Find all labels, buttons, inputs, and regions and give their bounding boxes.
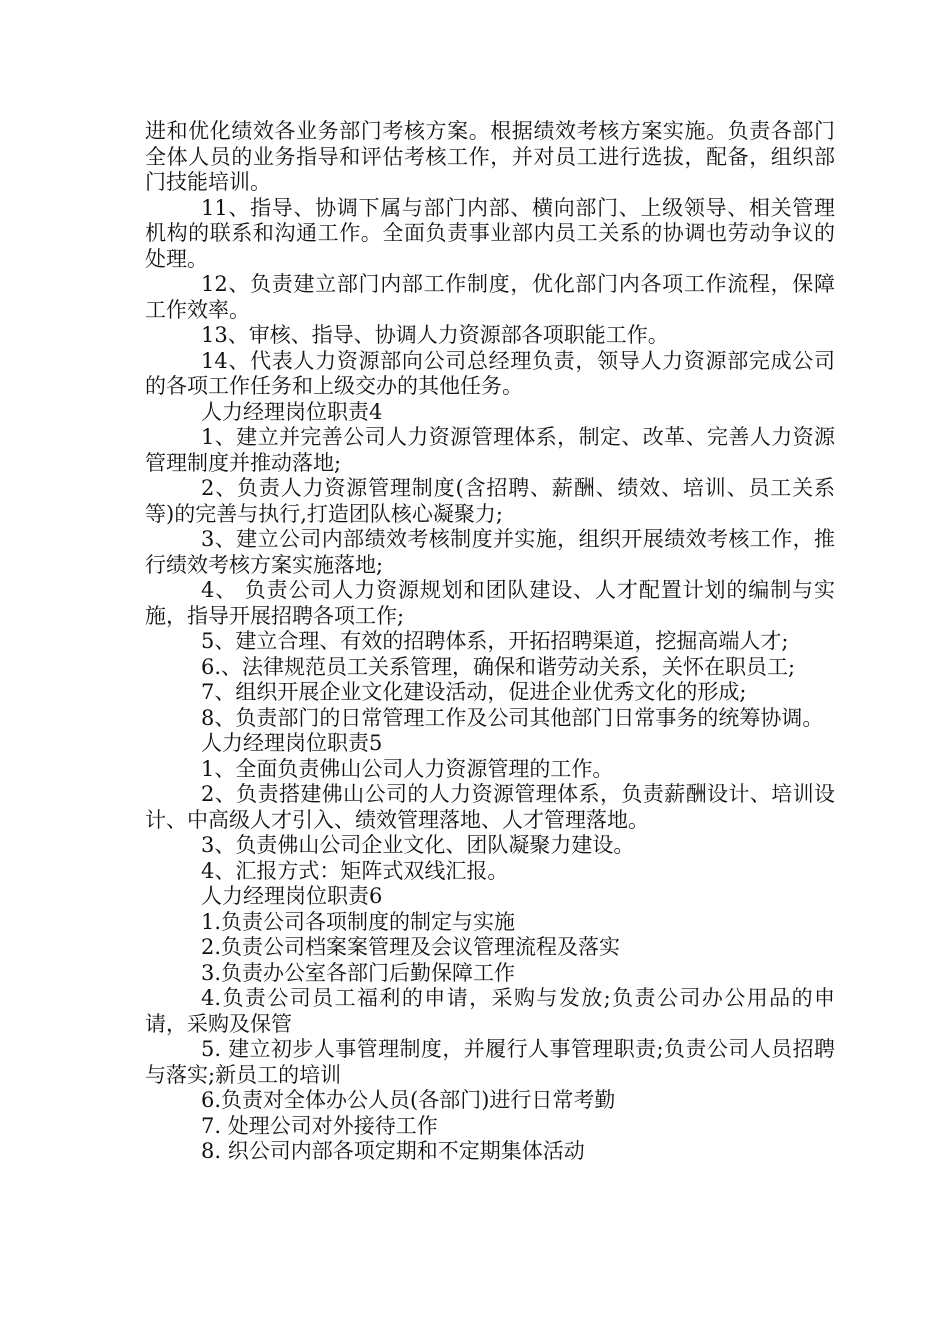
paragraph-s4-item-3: 3、建立公司内部绩效考核制度并实施，组织开展绩效考核工作，推行绩效考核方案实施落地; bbox=[145, 527, 835, 577]
paragraph-s4-item-2: 2、负责人力资源管理制度(含招聘、薪酬、绩效、培训、员工关系等)的完善与执行,打造团队核心凝聚力; bbox=[145, 476, 835, 526]
paragraph-s4-item-6: 6.、法律规范员工关系管理，确保和谐劳动关系，关怀在职员工; bbox=[201, 654, 796, 679]
paragraph-s4-item-4: 4、 负责公司人力资源规划和团队建设、人才配置计划的编制与实施，指导开展招聘各项工作; bbox=[145, 578, 835, 628]
paragraph-s4-item-7: 7、组织开展企业文化建设活动，促进企业优秀文化的形成; bbox=[201, 680, 747, 704]
section-heading-5: 人力经理岗位职责5 bbox=[201, 731, 383, 755]
paragraph-s6-item-3: 3.负责办公室各部门后勤保障工作 bbox=[201, 960, 516, 985]
section-heading-6: 人力经理岗位职责6 bbox=[201, 884, 383, 908]
paragraph-item-14: 14、代表人力资源部向公司总经理负责，领导人力资源部完成公司的各项工作任务和上级交办的其他任务。 bbox=[145, 348, 835, 398]
section-heading-4: 人力经理岗位职责4 bbox=[201, 399, 383, 424]
paragraph-s4-item-1: 1、建立并完善公司人力资源管理体系，制定、改革、完善人力资源管理制度并推动落地; bbox=[145, 425, 835, 475]
paragraph-s5-item-3: 3、负责佛山公司企业文化、团队凝聚力建设。 bbox=[201, 833, 635, 857]
paragraph-s5-item-1: 1、全面负责佛山公司人力资源管理的工作。 bbox=[201, 756, 614, 781]
paragraph-s5-item-4: 4、汇报方式：矩阵式双线汇报。 bbox=[201, 858, 509, 883]
paragraph-item-13: 13、审核、指导、协调人力资源部各项职能工作。 bbox=[201, 323, 669, 347]
paragraph-s6-item-1: 1.负责公司各项制度的制定与实施 bbox=[201, 909, 516, 934]
paragraph-s6-item-5: 5. 建立初步人事管理制度，并履行人事管理职责;负责公司人员招聘与落实;新员工的培训 bbox=[145, 1037, 835, 1087]
paragraph-s6-item-2: 2.负责公司档案案管理及会议管理流程及落实 bbox=[201, 935, 621, 959]
paragraph-s6-item-6: 6.负责对全体办公人员(各部门)进行日常考勤 bbox=[201, 1088, 616, 1112]
paragraph-s4-item-8: 8、负责部门的日常管理工作及公司其他部门日常事务的统筹协调。 bbox=[201, 705, 824, 730]
paragraph-s6-item-8: 8. 织公司内部各项定期和不定期集体活动 bbox=[201, 1139, 585, 1163]
paragraph-s5-item-2: 2、负责搭建佛山公司的人力资源管理体系，负责薪酬设计、培训设计、中高级人才引入、绩效管理落地、人才管理落地。 bbox=[145, 782, 835, 832]
paragraph-s6-item-7: 7. 处理公司对外接待工作 bbox=[201, 1113, 438, 1138]
paragraph-item-11: 11、指导、协调下属与部门内部、横向部门、上级领导、相关管理机构的联系和沟通工作。全面负责事业部内员工关系的协调也劳动争议的处理。 bbox=[145, 195, 835, 271]
paragraph-s6-item-4: 4.负责公司员工福利的申请，采购与发放;负责公司办公用品的申请，采购及保管 bbox=[145, 986, 835, 1036]
paragraph-item-12: 12、负责建立部门内部工作制度，优化部门内各项工作流程，保障工作效率。 bbox=[145, 272, 835, 322]
paragraph-continuation: 进和优化绩效各业务部门考核方案。根据绩效考核方案实施。负责各部门全体人员的业务指导和评估考核工作，并对员工进行选拔，配备，组织部门技能培训。 bbox=[145, 119, 835, 194]
document-page bbox=[145, 119, 835, 1165]
paragraph-s4-item-5: 5、建立合理、有效的招聘体系，开拓招聘渠道，挖掘高端人才; bbox=[201, 629, 789, 653]
